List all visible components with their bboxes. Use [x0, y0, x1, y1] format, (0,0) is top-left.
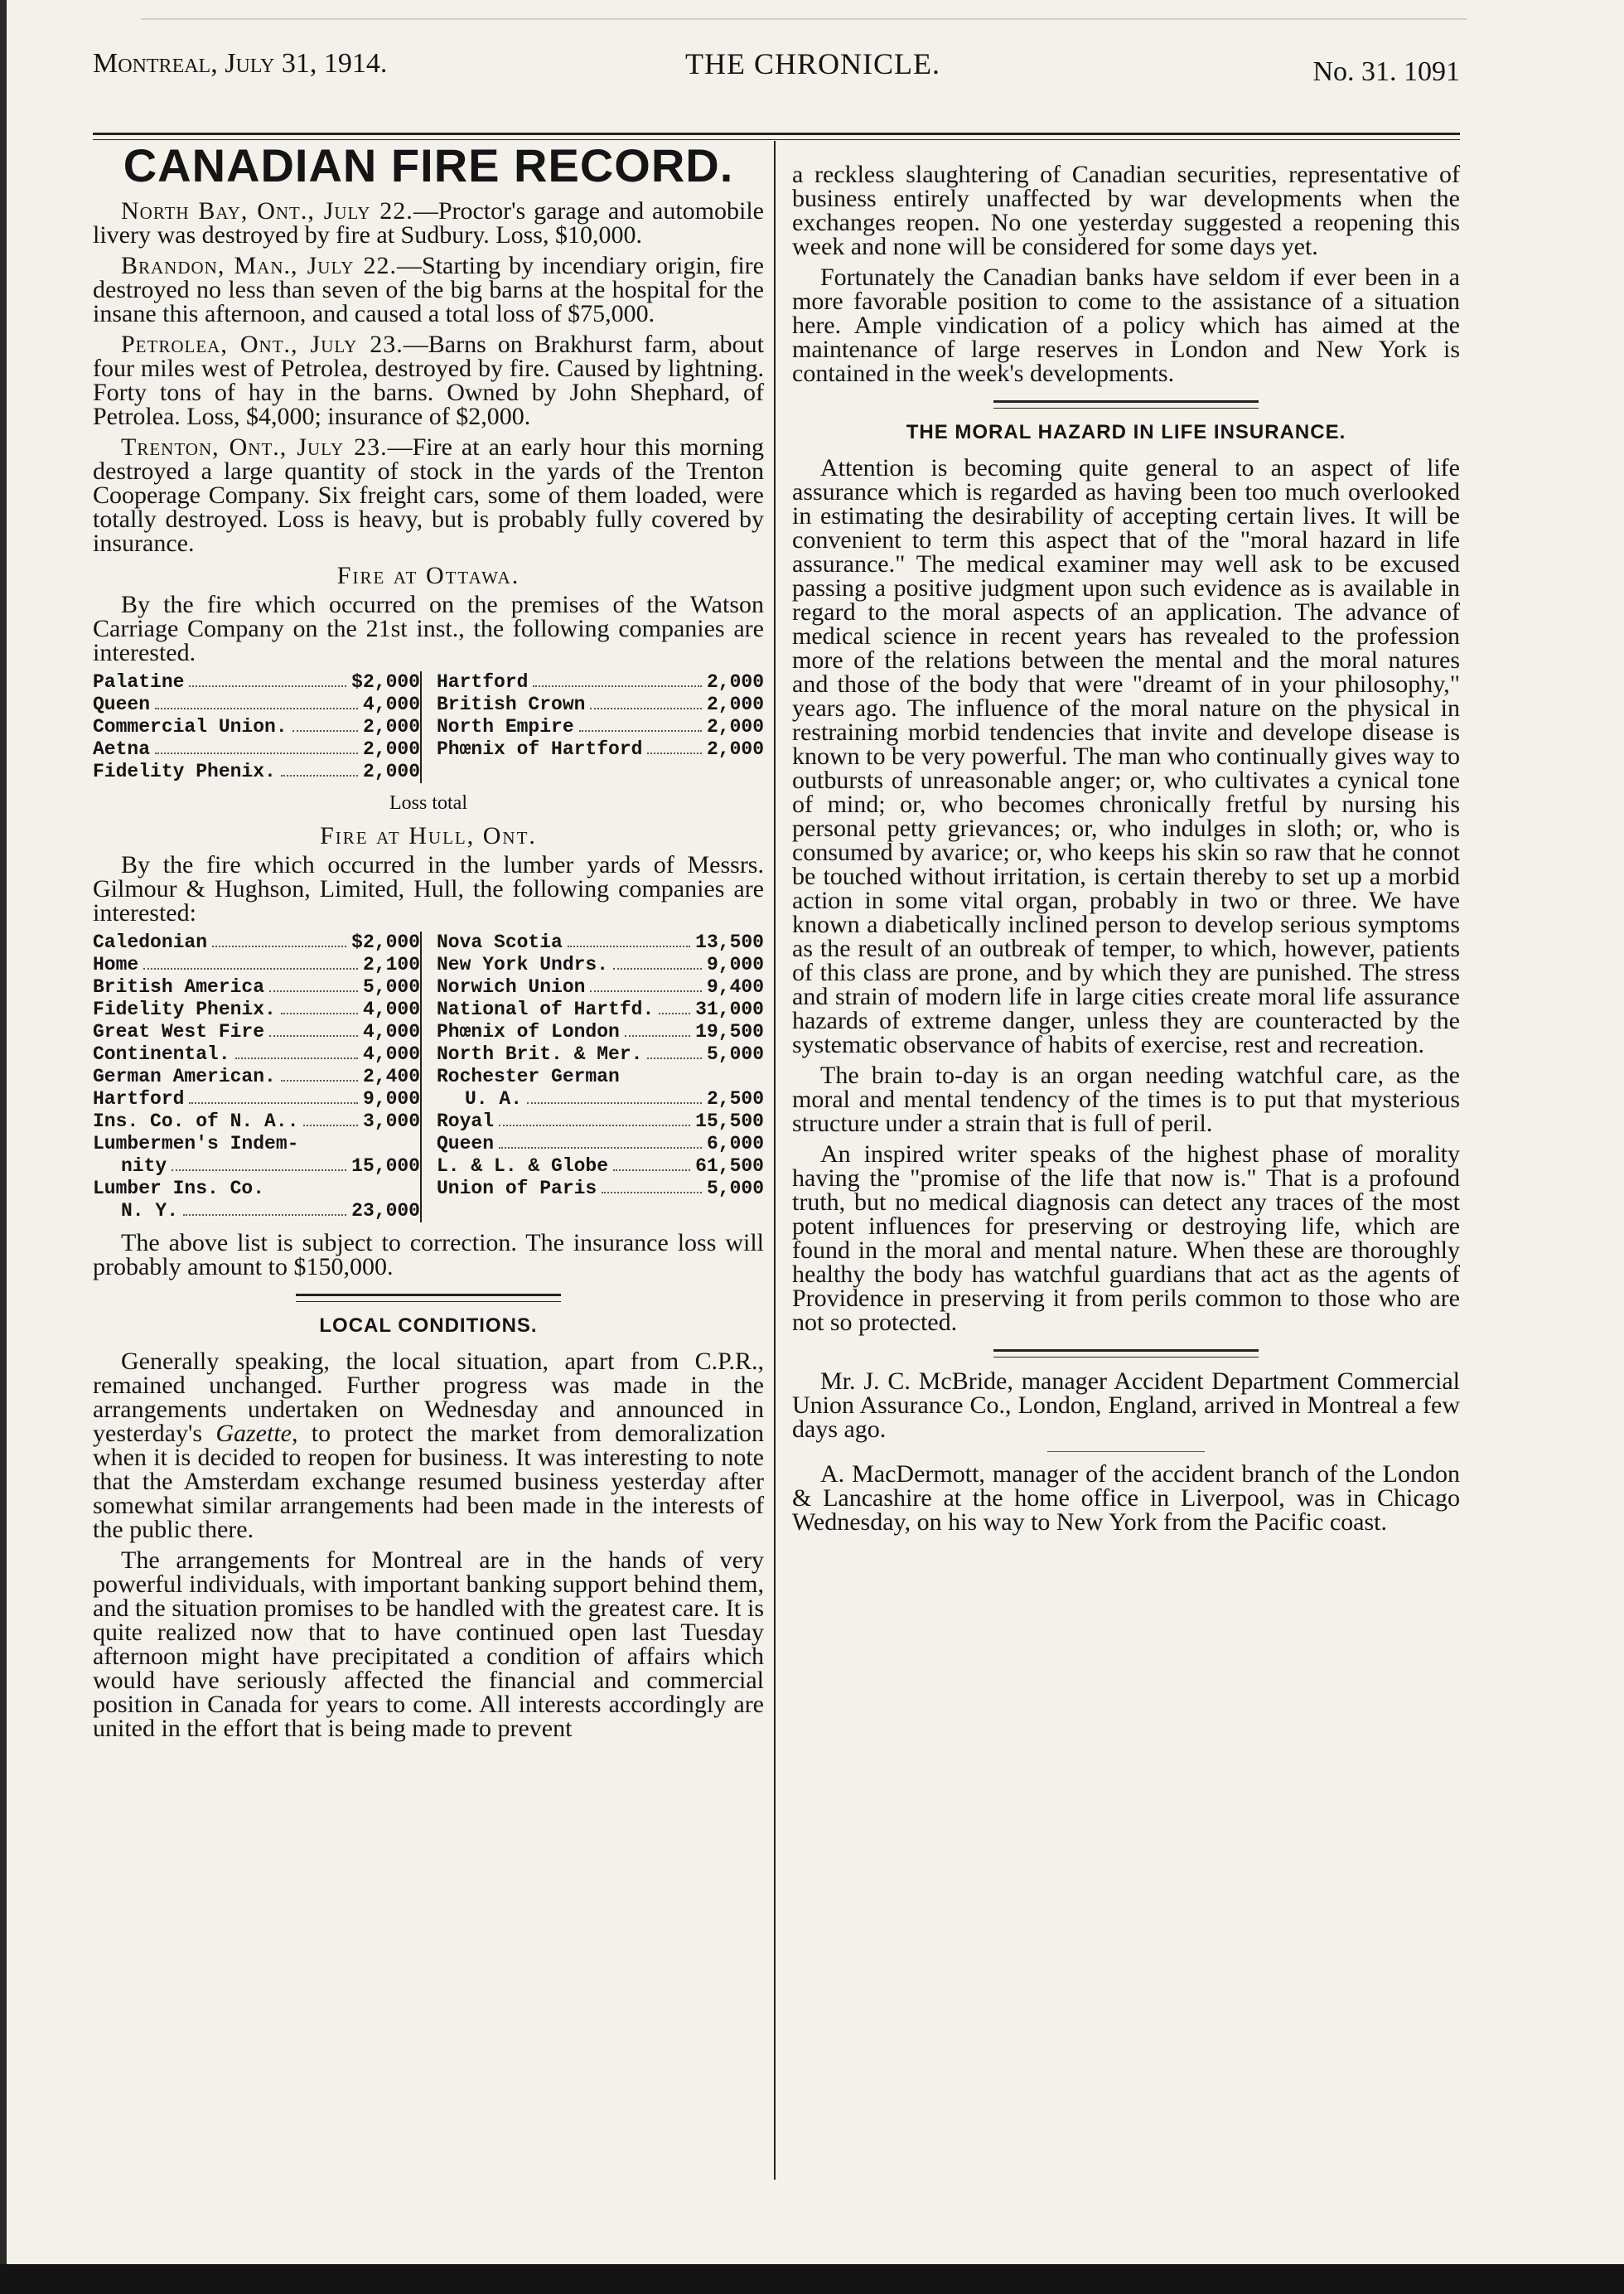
- company-amount: 23,000: [351, 1200, 420, 1222]
- company-amount: 2,000: [362, 761, 420, 782]
- moral-hazard-p1: Attention is becoming quite general to an aspect of life assurance which is regarded as having been too much overlooked in estimating the desirability of accepting certain lives. It will be convenient to term this aspect that of the "moral hazard in life assurance." The medical examiner may well ask to be excused passing a positive judgment upon such evidence as is available in regard to the moral aspects of an application. The advance of medical science in recent years has revealed to the profession more of the relations between the mental and the moral natures and those of the body that were "dreamt of in your philosophy," years ago. The influence of the moral nature on the physical in restraining morbid tendencies that invite and develope disease is known to be very powerful. The man who continually gives way to outbursts of unreasonable anger; or, who cultivates a cynical tone of mind; or, who becomes chronically fretful by nursing his personal petty grievances; or, who indulges in sloth; or, who is consumed by avarice; or, who keeps his skin so raw that he connot be touched without irritation, is certain thereby to set up a morbid action in some vital organ, probably in two or three. We have known a diabetically inclined person to develop serious symptoms as the result of an outbreak of temper, to which, however, patients of this class are prone, and by which they are punished. The stress and strain of modern life in large cities create moral life assurance hazards of extreme danger, unless they are counteracted by the systematic observance of habits of exercise, rest and recreation.: [792, 454, 1460, 1058]
- hull-left-list: [93, 932, 420, 1222]
- company-name: Lumber Ins. Co.: [93, 1178, 265, 1199]
- leader-dots: [602, 1178, 702, 1193]
- company-name: Commercial Union.: [93, 716, 288, 738]
- company-amount: 2,000: [706, 738, 764, 760]
- company-amount: 6,000: [706, 1133, 764, 1154]
- leader-dots: [269, 1021, 358, 1037]
- company-row: [93, 1021, 420, 1043]
- ottawa-left-list: [93, 671, 420, 783]
- company-name: Palatine: [93, 671, 185, 693]
- company-row: [437, 999, 764, 1021]
- column-divider: [774, 141, 776, 2180]
- company-name: Ins. Co. of N. A..: [93, 1111, 299, 1132]
- company-name: British Crown: [437, 694, 586, 715]
- company-name: Caledonian: [93, 932, 208, 953]
- company-amount: 15,500: [695, 1111, 764, 1132]
- left-column: [93, 141, 764, 1747]
- company-name: Royal: [437, 1111, 495, 1132]
- company-row: [93, 1155, 420, 1178]
- company-row: [437, 1178, 764, 1200]
- leader-dots: [499, 1111, 690, 1126]
- note-mcbride: Mr. J. C. McBride, manager Accident Department Commercial Union Assurance Co., London, England, arrived in Montreal a few days ago.: [792, 1367, 1460, 1443]
- leader-dots: [281, 1066, 358, 1082]
- leader-dots: [568, 932, 690, 947]
- company-row: [437, 738, 764, 761]
- company-name: Great West Fire: [93, 1021, 265, 1043]
- company-row: [93, 716, 420, 738]
- section-rule: [993, 1349, 1259, 1358]
- leader-dots: [212, 932, 346, 947]
- leader-dots: [189, 1088, 358, 1104]
- company-amount: $2,000: [351, 932, 420, 953]
- company-name: Fidelity Phenix.: [93, 761, 276, 782]
- bleed-through-strip: [141, 0, 1467, 20]
- leader-dots: [590, 694, 702, 709]
- company-name: German American.: [93, 1066, 276, 1087]
- scan-bottom-edge: [0, 2264, 1624, 2294]
- company-name: Nova Scotia: [437, 932, 563, 953]
- fire-item: Brandon, Man., July 22.—Starting by incendiary origin, fire destroyed no less than seven of the big barns at the hospital for the insane this afternoon, and caused a total loss of $75,000.: [93, 252, 764, 327]
- leader-dots: [281, 761, 358, 777]
- company-amount: 2,000: [706, 716, 764, 738]
- company-row: [437, 1133, 764, 1155]
- leader-dots: [590, 976, 702, 992]
- company-amount: 3,000: [362, 1111, 420, 1132]
- leader-dots: [172, 1155, 346, 1171]
- company-row: [93, 1111, 420, 1133]
- ottawa-subhead: Fire at Ottawa.: [336, 562, 520, 589]
- moral-hazard-heading: THE MORAL HAZARD IN LIFE INSURANCE.: [906, 421, 1346, 443]
- company-row: [437, 1088, 764, 1111]
- company-row: [93, 954, 420, 976]
- leader-dots: [269, 976, 358, 992]
- leader-dots: [292, 716, 358, 732]
- moral-hazard-p3: An inspired writer speaks of the highest phase of morality having the "promise of the life that now is." That is a profound truth, but no medical diagnosis can detect any traces of the most potent influences for preserving or destroying life, which are found in the moral and mental nature. When these are thoroughly healthy the body has watchful guardians that act as the agents of Providence in preserving it from perils common to those who are not so protected.: [792, 1140, 1460, 1336]
- company-row: [437, 932, 764, 954]
- company-row: [437, 1111, 764, 1133]
- company-row: [93, 1178, 420, 1200]
- company-row: [437, 1021, 764, 1043]
- company-amount: 2,500: [706, 1088, 764, 1110]
- company-row: [437, 716, 764, 738]
- leader-dots: [647, 1043, 702, 1059]
- company-row: [437, 976, 764, 999]
- ottawa-right-list: [420, 671, 764, 783]
- hull-intro: By the fire which occurred in the lumber yards of Messrs. Gilmour & Hughson, Limited, Hull, the following companies are interested:: [93, 851, 764, 927]
- leader-dots: [155, 738, 358, 754]
- local-conditions-heading: LOCAL CONDITIONS.: [319, 1314, 538, 1337]
- company-name: L. & L. & Globe: [437, 1155, 609, 1177]
- company-amount: $2,000: [351, 671, 420, 693]
- leader-dots: [235, 1043, 358, 1059]
- scan-left-edge: [0, 0, 7, 2294]
- company-amount: 15,000: [351, 1155, 420, 1177]
- company-name: Phœnix of London: [437, 1021, 620, 1043]
- company-row: [93, 976, 420, 999]
- company-amount: 4,000: [362, 1021, 420, 1043]
- company-row: [93, 1133, 420, 1155]
- page-header: [93, 48, 1460, 98]
- company-amount: 9,000: [362, 1088, 420, 1110]
- loss-total-label: Loss total: [389, 792, 467, 814]
- company-name: Norwich Union: [437, 976, 586, 998]
- ottawa-companies-table: [93, 671, 764, 783]
- hull-closing: The above list is subject to correction. The insurance loss will probably amount to $150,000.: [93, 1229, 764, 1280]
- fire-item: Petrolea, Ont., July 23.—Barns on Brakhurst farm, about four miles west of Petrolea, destroyed by fire. Caused by lightning. Forty tons of hay in the barns. Owned by John Shephard, of Petrolea. Loss, $4,000; insurance of $2,000.: [93, 331, 764, 430]
- company-name: Fidelity Phenix.: [93, 999, 276, 1020]
- company-amount: 4,000: [362, 694, 420, 715]
- company-amount: 5,000: [362, 976, 420, 998]
- leader-dots: [143, 954, 358, 970]
- company-amount: 61,500: [695, 1155, 764, 1177]
- leader-dots: [613, 954, 702, 970]
- company-row: [437, 954, 764, 976]
- note-macdermott: A. MacDermott, manager of the accident branch of the London & Lancashire at the home office in Liverpool, was in Chicago Wednesday, on his way to New York from the Pacific coast.: [792, 1460, 1460, 1536]
- header-date: Montreal, July 31, 1914.: [93, 48, 388, 79]
- company-amount: 9,400: [706, 976, 764, 998]
- fire-item: North Bay, Ont., July 22.—Proctor's garage and automobile livery was destroyed by fire at Sudbury. Loss, $10,000.: [93, 197, 765, 249]
- company-name: Hartford: [437, 671, 529, 693]
- company-name: British America: [93, 976, 265, 998]
- leader-dots: [281, 999, 358, 1014]
- local-conditions-p4: Fortunately the Canadian banks have seldom if ever been in a more favorable position to come to the assistance of a situation here. Ample vindication of a policy which has aimed at the maintenance of large reserves in London and New York is contained in the week's developments.: [792, 264, 1460, 387]
- company-amount: 5,000: [706, 1178, 764, 1199]
- company-row: [93, 761, 420, 783]
- issue-page-number: No. 31. 1091: [1312, 56, 1460, 87]
- company-amount: 31,000: [695, 999, 764, 1020]
- company-row: [93, 694, 420, 716]
- hull-right-list: [420, 932, 764, 1222]
- company-row: [437, 694, 764, 716]
- leader-dots: [625, 1021, 690, 1037]
- company-name: Union of Paris: [437, 1178, 597, 1199]
- company-amount: 2,000: [706, 694, 764, 715]
- company-amount: 4,000: [362, 999, 420, 1020]
- leader-dots: [533, 671, 702, 687]
- right-column: [792, 162, 1460, 1541]
- leader-dots: [659, 999, 690, 1014]
- company-amount: 4,000: [362, 1043, 420, 1065]
- leader-dots: [183, 1200, 346, 1216]
- company-row: [437, 671, 764, 694]
- company-amount: 2,000: [362, 716, 420, 738]
- leader-dots: [155, 694, 358, 709]
- company-row: [93, 671, 420, 694]
- fire-item: Trenton, Ont., July 23.—Fire at an early hour this morning destroyed a large quantity of stock in the yards of the Trenton Cooperage Company. Six freight cars, some of them loaded, were totally destroyed. Loss is heavy, but is probably fully covered by insurance.: [93, 433, 764, 557]
- company-name: New York Undrs.: [437, 954, 609, 975]
- company-amount: 9,000: [706, 954, 764, 975]
- company-name: Rochester German: [437, 1066, 620, 1087]
- leader-dots: [647, 738, 702, 754]
- company-name: North Empire: [437, 716, 574, 738]
- leader-dots: [499, 1133, 702, 1149]
- company-name: U. A.: [465, 1088, 523, 1110]
- company-amount: 2,000: [706, 671, 764, 693]
- company-name: N. Y.: [121, 1200, 179, 1222]
- company-name: Hartford: [93, 1088, 185, 1110]
- leader-dots: [189, 671, 346, 687]
- company-name: Home: [93, 954, 139, 975]
- company-name: Queen: [93, 694, 151, 715]
- leader-dots: [579, 716, 702, 732]
- company-row: [93, 738, 420, 761]
- company-row: [93, 999, 420, 1021]
- fire-record-heading: CANADIAN FIRE RECORD.: [123, 139, 734, 191]
- local-conditions-p2: The arrangements for Montreal are in the hands of very powerful individuals, with important banking support behind them, and the situation promises to be handled with the greatest care. It is quite realized now that to have continued open last Tuesday afternoon might have precipitated a condition of affairs which would have seriously affected the financial and commercial position in Canada for years to come. All interests accordingly are united in the effort that is being made to prevent: [93, 1546, 764, 1742]
- company-row: [93, 1200, 420, 1222]
- company-row: [93, 1066, 420, 1088]
- company-name: Aetna: [93, 738, 151, 760]
- company-name: National of Hartfd.: [437, 999, 655, 1020]
- personal-notes: [792, 1369, 1460, 1534]
- ottawa-intro: By the fire which occurred on the premises of the Watson Carriage Company on the 21st inst., the following companies are interested.: [93, 591, 764, 666]
- company-amount: 2,400: [362, 1066, 420, 1087]
- hull-companies-table: [93, 932, 764, 1222]
- company-row: [437, 1043, 764, 1066]
- company-amount: 5,000: [706, 1043, 764, 1065]
- company-row: [437, 1155, 764, 1178]
- header-rule: [93, 133, 1460, 135]
- company-row: [93, 1043, 420, 1066]
- leader-dots: [303, 1111, 358, 1126]
- moral-hazard-p2: The brain to-day is an organ needing watchful care, as the moral and mental tendency of the times is to put that mysterious structure under a strain that is full of peril.: [792, 1062, 1460, 1137]
- company-name: Phœnix of Hartford: [437, 738, 643, 760]
- company-name: nity: [121, 1155, 167, 1177]
- company-amount: 13,500: [695, 932, 764, 953]
- leader-dots: [527, 1088, 702, 1104]
- company-name: Continental.: [93, 1043, 230, 1065]
- company-name: Queen: [437, 1133, 495, 1154]
- note-divider: [1047, 1451, 1205, 1452]
- hull-subhead: Fire at Hull, Ont.: [320, 822, 537, 849]
- company-amount: 19,500: [695, 1021, 764, 1043]
- local-conditions-p1: Generally speaking, the local situation, apart from C.P.R., remained unchanged. Further progress was made in the arrangements undertaken on Wednesday and announced in yesterday's Gazette, to protect the market from demoralization when it is decided to reopen for business. It was interesting to note that the Amsterdam exchange resumed business yesterday after somewhat similar arrangements had been made in the interests of the public there.: [93, 1348, 765, 1543]
- masthead-title: THE CHRONICLE.: [685, 47, 940, 80]
- company-name: North Brit. & Mer.: [437, 1043, 643, 1065]
- company-amount: 2,000: [362, 738, 420, 760]
- company-name: Lumbermen's Indem-: [93, 1133, 299, 1154]
- company-row: [93, 932, 420, 954]
- local-conditions-p3: a reckless slaughtering of Canadian securities, representative of business entirely unaffected by war developments when the exchanges reopen. No one yesterday suggested a reopening this week and none will be considered for some days yet.: [792, 161, 1460, 260]
- leader-dots: [613, 1155, 690, 1171]
- company-row: [437, 1066, 764, 1088]
- company-row: [93, 1088, 420, 1111]
- section-rule: [993, 400, 1259, 409]
- section-rule: [296, 1294, 561, 1302]
- company-amount: 2,100: [362, 954, 420, 975]
